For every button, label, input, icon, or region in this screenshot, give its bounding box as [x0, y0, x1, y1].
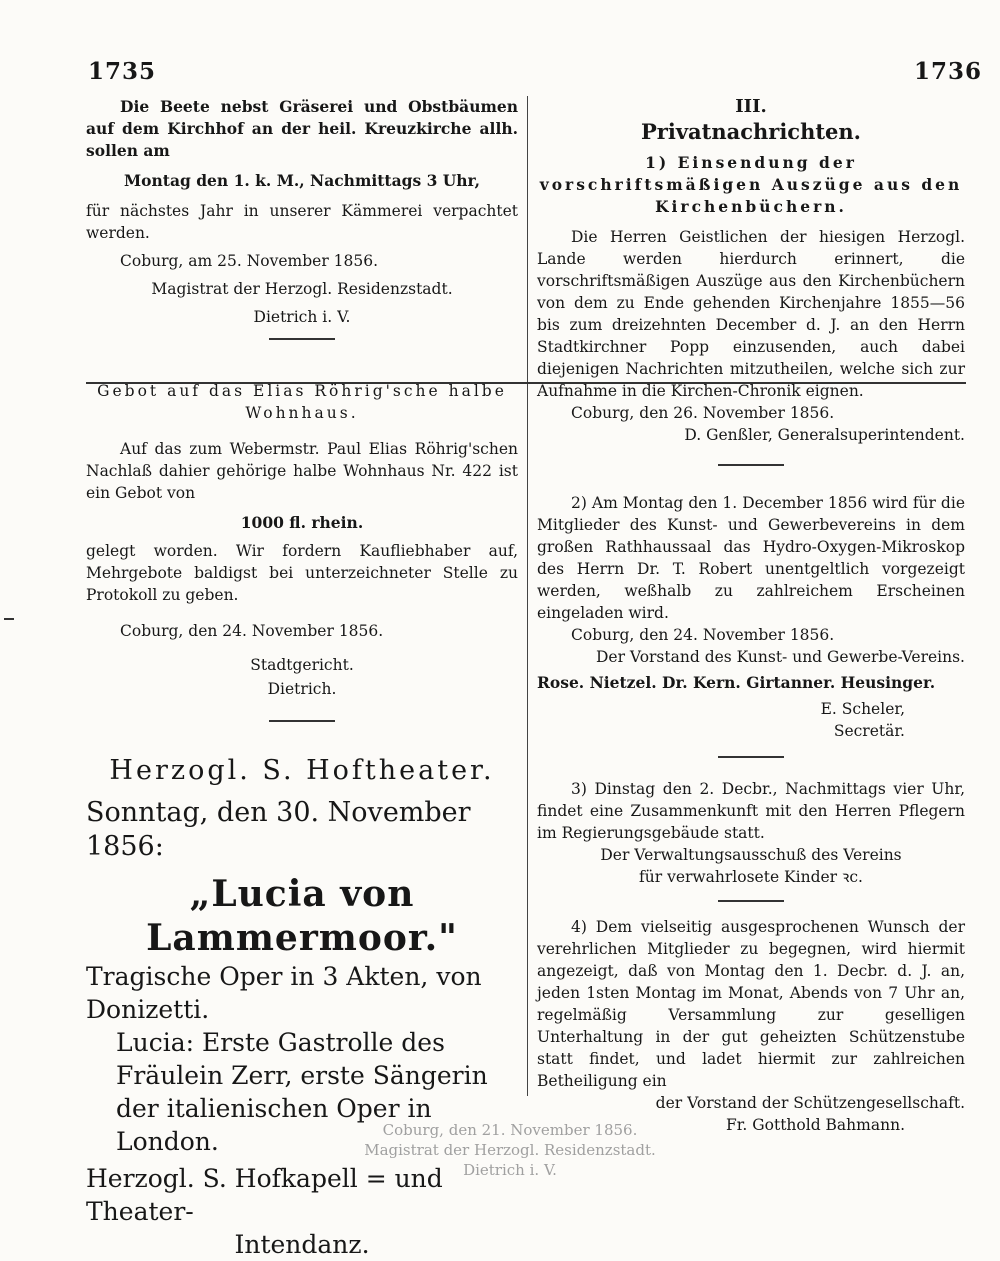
notice-gebot [86, 380, 518, 700]
private-notice-3 [537, 778, 965, 888]
notice-board: der Vorstand der Schützengesellschaft. [655, 1094, 965, 1112]
theater-announcement [86, 754, 518, 1261]
notice-heading: 1) Einsendung der vorschriftsmäßigen Auszüge aus den Kirchenbüchern. [539, 153, 963, 216]
bleed-through-text [300, 1120, 720, 1180]
notice-signer: Dietrich i. V. [253, 308, 351, 326]
notice-authority: Stadtgericht. [250, 656, 354, 674]
bleed-line-2: Magistrat der Herzogl. Residenzstadt. [364, 1141, 656, 1159]
separator-dash [718, 900, 784, 902]
notice-text: Auf das zum Webermstr. Paul Elias Röhrig'schen Nachlaß dahier gehörige halbe Wohnhaus Nr. 422 ist ein Gebot von [86, 440, 518, 502]
private-notice-1 [537, 152, 965, 446]
separator-dash [718, 756, 784, 758]
theater-heading: Herzogl. S. Hoftheater. [109, 755, 495, 786]
separator-dash [718, 464, 784, 466]
notice-board-line1: Der Verwaltungsausschuß des Vereins [600, 846, 902, 864]
notice-text-2: gelegt worden. Wir fordern Kaufliebhaber auf, Mehrgebote baldigst bei unterzeichneter Stelle zu Protokoll zu geben. [86, 542, 518, 604]
theater-signer-line2: Intendanz. [234, 1230, 370, 1259]
notice-authority: Magistrat der Herzogl. Residenzstadt. [151, 280, 453, 298]
notice-place-date: Coburg, am 25. November 1856. [120, 252, 379, 270]
notice-text: Die Herren Geistlichen der hiesigen Herzogl. Lande werden hierdurch erinnert, die vorschriftsmäßigen Auszüge aus den Kirchenbüchern von dem zu Ende gehenden Kirchenjahre 1855—56 bis zum dreizehnten December d. J. an den Herrn Stadtkirchner Popp einzusenden, auch dabei diejenigen Nachrichten mitzutheilen, welche sich zur Aufnahme in die Kirchen-Chronik eignen. [537, 228, 965, 400]
section-title: Privatnachrichten. [640, 119, 861, 144]
separator-dash [269, 338, 335, 340]
right-column [537, 96, 965, 1136]
private-notice-2 [537, 492, 965, 742]
opera-genre: Tragische Oper in 3 Akten, von Donizetti. [86, 962, 482, 1024]
notice-text: 4) Dem vielseitig ausgesprochenen Wunsch der verehrlichen Mitglieder zu begegnen, wird hiermit angezeigt, daß von Montag den 1. Decbr. d. J. an, jeden 1sten Montag im Monat, Abends von 7 Uhr an, regelmäßig Versammlung zur geselligen Unterhaltung in der gut geheizten Schützenstube statt findet, und ladet hiermit zur zahlreichen Betheiligung ein [537, 918, 965, 1090]
notice-signer: Fr. Gotthold Bahmann. [725, 1116, 905, 1134]
notice-date-line: Montag den 1. k. M., Nachmittags 3 Uhr, [124, 171, 480, 190]
notice-text: Die Beete nebst Gräserei und Obstbäumen auf dem Kirchhof an der heil. Kreuzkirche allh. sollen am [86, 97, 518, 160]
bleed-line-1: Coburg, den 21. November 1856. [382, 1121, 638, 1139]
left-column [86, 96, 518, 1261]
separator-dash [269, 720, 335, 722]
notice-place-date: Coburg, den 26. November 1856. [571, 404, 835, 422]
notice-members: Rose. Nietzel. Dr. Kern. Girtanner. Heusinger. [537, 673, 936, 692]
notice-board: Der Vorstand des Kunst- und Gewerbe-Vereins. [595, 648, 965, 666]
notice-text: 2) Am Montag den 1. December 1856 wird für die Mitglieder des Kunst- und Gewerbevereins in dem großen Rathhaussaal das Hydro-Oxygen-Mikroskop des Herrn Dr. T. Robert unentgeltlich vorgezeigt werden, weßhalb zu zahlreichem Erscheinen eingeladen wird. [537, 494, 965, 622]
theater-signer-line1: Herzogl. S. Hofkapell = und Theater- [86, 1164, 443, 1226]
section-number: III. [735, 96, 767, 117]
private-notice-4 [537, 916, 965, 1136]
notice-text: 3) Dinstag den 2. Decbr., Nachmittags vier Uhr, findet eine Zusammenkunft mit den Herren Pflegern im Regierungsgebäude statt. [537, 780, 965, 842]
notice-amount: 1000 fl. rhein. [240, 513, 364, 532]
column-divider [527, 96, 528, 1096]
theater-date: Sonntag, den 30. November 1856: [86, 797, 471, 862]
notice-place-date: Coburg, den 24. November 1856. [120, 622, 384, 640]
opera-cast: Lucia: Erste Gastrolle des Fräulein Zerr, erste Sängerin der italienischen Oper in London. [116, 1028, 488, 1156]
notice-signer: Dietrich. [267, 680, 337, 698]
margin-mark [4, 618, 14, 620]
right-page-number: 1736 [914, 58, 983, 85]
opera-title: „Lucia von Lammermoor." [146, 873, 458, 959]
left-page-number: 1735 [88, 58, 157, 85]
notice-heading: Gebot auf das Elias Röhrig'sche halbe Wohnhaus. [97, 382, 507, 422]
notice-signer: D. Genßler, Generalsuperintendent. [684, 426, 965, 444]
notice-place-date: Coburg, den 24. November 1856. [571, 626, 835, 644]
notice-kirchhof [86, 96, 518, 328]
notice-text-2: für nächstes Jahr in unserer Kämmerei verpachtet werden. [86, 202, 518, 242]
notice-board-line2: für verwahrlosete Kinder ꝛc. [639, 868, 863, 886]
notice-secretary-title: Secretär. [833, 722, 905, 740]
bleed-line-3: Dietrich i. V. [463, 1161, 557, 1179]
notice-secretary-name: E. Scheler, [820, 700, 905, 718]
